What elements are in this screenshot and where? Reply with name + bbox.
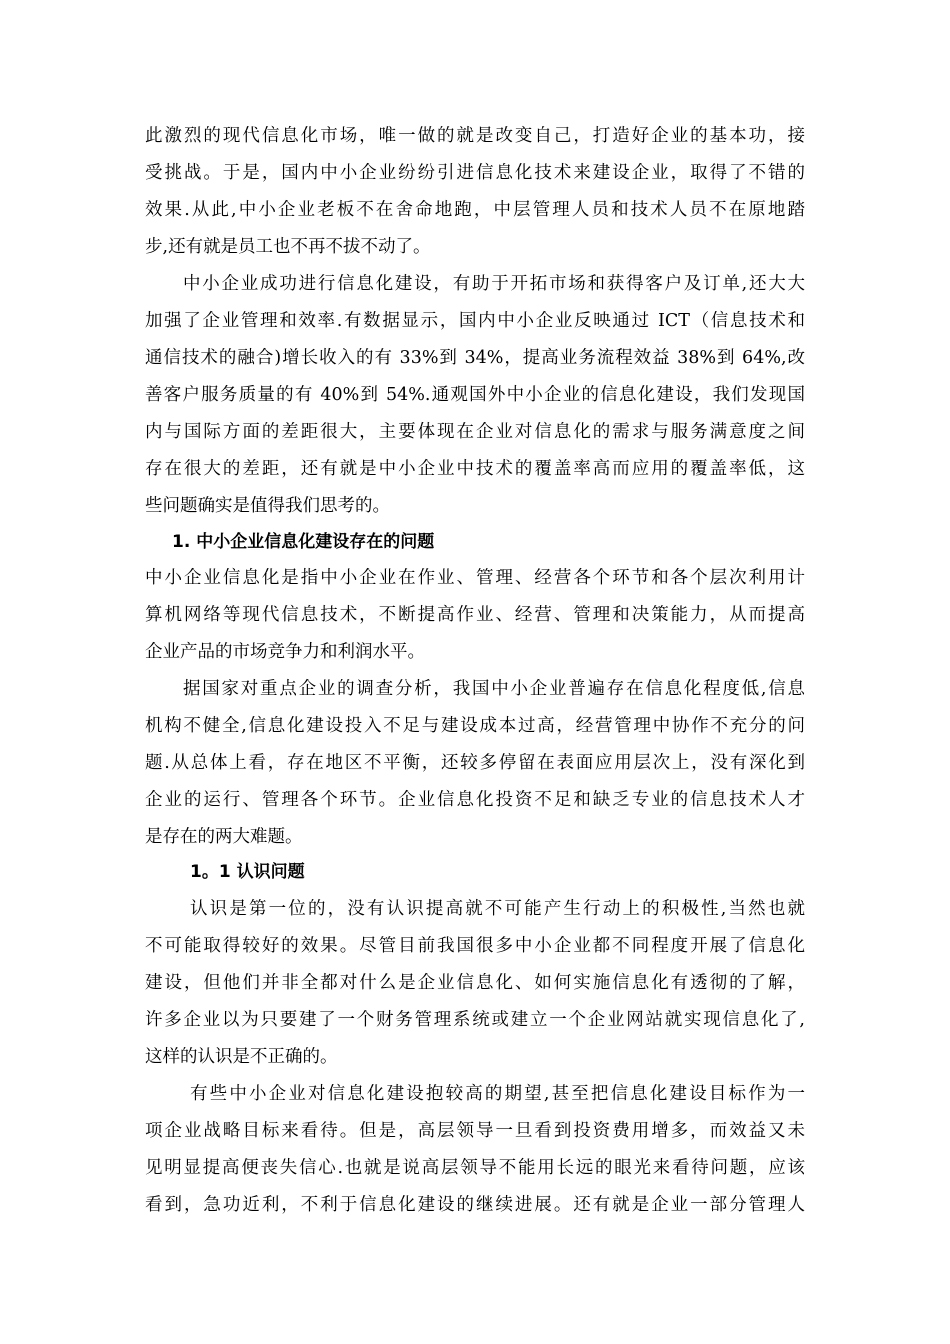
body-text-line: 善客户服务质量的有 40%到 54%.通观国外中小企业的信息化建设，我们发现国: [145, 385, 805, 405]
body-text-line: 见明显提高便丧失信心.也就是说高层领导不能用长远的眼光来看待问题，应该: [145, 1158, 805, 1178]
body-text-line: 存在很大的差距，还有就是中小企业中技术的覆盖率高而应用的覆盖率低，这: [145, 459, 805, 479]
body-text-line: 有些中小企业对信息化建设抱较高的期望,甚至把信息化建设目标作为一: [190, 1084, 805, 1104]
body-text-line: 加强了企业管理和效率.有数据显示，国内中小企业反映通过 ICT（信息技术和: [145, 311, 805, 331]
body-text-line: 机构不健全,信息化建设投入不足与建设成本过高，经营管理中协作不充分的问: [145, 716, 805, 736]
body-text-line: 企业的运行、管理各个环节。企业信息化投资不足和缺乏专业的信息技术人才: [145, 790, 805, 810]
section-heading: 1. 中小企业信息化建设存在的问题: [172, 532, 435, 552]
body-text-line: 不可能取得较好的效果。尽管目前我国很多中小企业都不同程度开展了信息化: [145, 936, 805, 956]
body-text-line: 效果.从此,中小企业老板不在舍命地跑，中层管理人员和技术人员不在原地踏: [145, 200, 805, 220]
body-text-line: 项企业战略目标来看待。但是，高层领导一旦看到投资费用增多，而效益又未: [145, 1121, 805, 1141]
body-text-line: 据国家对重点企业的调查分析，我国中小企业普遍存在信息化程度低,信息: [183, 679, 805, 699]
body-text-line: 企业产品的市场竞争力和利润水平。: [145, 642, 425, 662]
body-text-line: 此激烈的现代信息化市场，唯一做的就是改变自己，打造好企业的基本功，接: [145, 126, 805, 146]
body-text-line: 建设，但他们并非全都对什么是企业信息化、如何实施信息化有透彻的了解，: [145, 973, 805, 993]
body-text-line: 看到，急功近利，不利于信息化建设的继续进展。还有就是企业一部分管理人: [145, 1195, 805, 1215]
body-text-line: 这样的认识是不正确的。: [145, 1047, 338, 1067]
body-text-line: 内与国际方面的差距很大，主要体现在企业对信息化的需求与服务满意度之间: [145, 422, 805, 442]
body-text-line: 中小企业成功进行信息化建设，有助于开拓市场和获得客户及订单,还大大: [183, 274, 805, 294]
body-text-line: 算机网络等现代信息技术，不断提高作业、经营、管理和决策能力，从而提高: [145, 605, 805, 625]
body-text-line: 许多企业以为只要建了一个财务管理系统或建立一个企业网站就实现信息化了,: [145, 1010, 805, 1030]
body-text-line: 些问题确实是值得我们思考的。: [145, 496, 390, 516]
body-text-line: 题.从总体上看，存在地区不平衡，还较多停留在表面应用层次上，没有深化到: [145, 753, 805, 773]
body-text-line: 通信技术的融合)增长收入的有 33%到 34%，提高业务流程效益 38%到 64%,改: [145, 348, 805, 368]
body-text-line: 认识是第一位的，没有认识提高就不可能产生行动上的积极性,当然也就: [190, 899, 805, 919]
body-text-line: 步,还有就是员工也不再不拔不动了。: [145, 237, 431, 257]
subsection-heading: 1。1 认识问题: [190, 862, 305, 882]
body-text-line: 是存在的两大难题。: [145, 827, 303, 847]
body-text-line: 中小企业信息化是指中小企业在作业、管理、经营各个环节和各个层次利用计: [145, 568, 805, 588]
body-text-line: 受挑战。于是，国内中小企业纷纷引进信息化技术来建设企业，取得了不错的: [145, 163, 805, 183]
